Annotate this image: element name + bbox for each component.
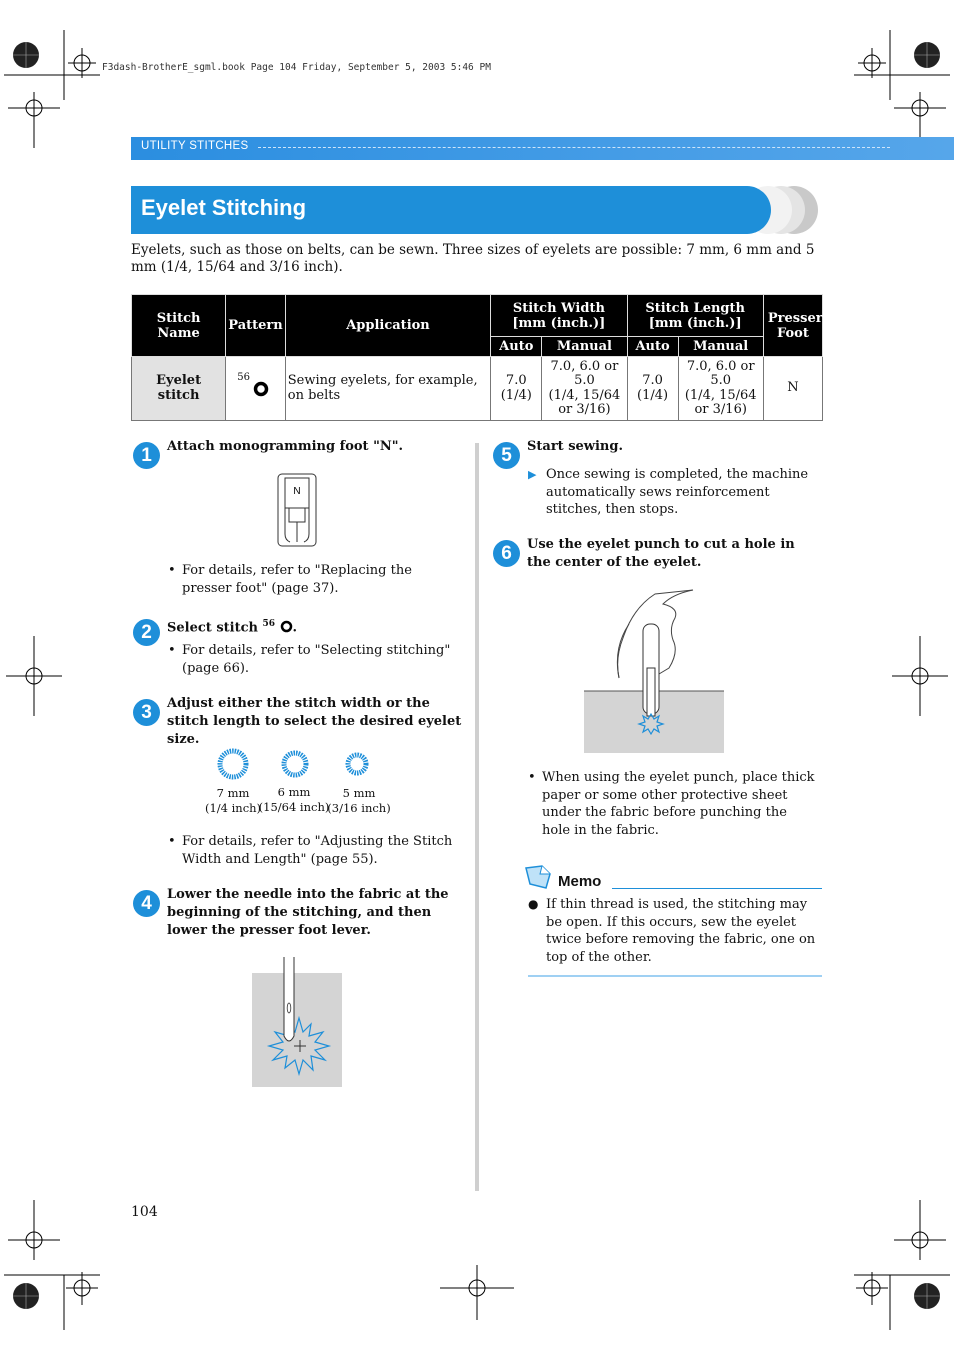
cell-presser-foot: N [763,357,822,421]
cell-width-manual: 7.0, 6.0 or 5.0 (1/4, 15/64 or 3/16) [542,357,627,421]
step-5-note: ▶ Once sewing is completed, the machine automatically sews reinforcement stitches, then stops. [528,467,809,517]
memo-title-rule [612,888,822,889]
column-divider [475,443,479,1191]
step-3-bullet: • For details, refer to "Adjusting the Stitch Width and Length" (page 55). [168,834,453,867]
bullet-marker: • [168,643,176,658]
step-6-bullet: • When using the eyelet punch, place thick paper or some other protective sheet under the fabric before punching the hole in the fabric. [528,770,815,838]
header-width-manual: Manual [542,337,627,357]
eyelet-sizes-illustration [212,745,382,785]
stitch-table [131,294,823,421]
eyelet-punch-illustration [583,588,725,754]
cell-length-auto: 7.0 (1/4) [627,357,678,421]
needle-fabric-illustration [251,956,343,1088]
eyelet-pattern-icon [253,381,269,397]
bullet-marker: • [168,834,176,849]
header-length-auto: Auto [627,337,678,357]
header-stitch-name: Stitch Name [132,295,226,357]
header-stitch-width: Stitch Width [mm (inch.)] [491,295,627,337]
memo-bullet-marker: ● [528,897,539,911]
step-2-title: Select stitch $^{56}$ . [167,619,298,636]
arrow-icon: ▶ [528,468,537,481]
section-divider [258,147,890,148]
header-stitch-length: Stitch Length [mm (inch.)] [627,295,763,337]
eyelet-size-6mm: 6 mm (15/64 inch) [258,785,330,814]
page-number: 104 [131,1204,158,1220]
step-4-number: 4 [133,890,160,917]
step-2-bullet: • For details, refer to "Selecting stitching" (page 66). [168,643,451,676]
step-5-number: 5 [493,442,520,469]
presser-foot-n-illustration [276,472,320,548]
bullet-marker: • [528,770,536,785]
step-6-title: Use the eyelet punch to cut a hole in the center of the eyelet. [527,537,795,570]
step-4-title: Lower the needle into the fabric at the beginning of the stitching, and then lower the presser foot lever. [167,887,449,938]
header-length-manual: Manual [678,337,763,357]
memo-bottom-rule [528,975,822,977]
eyelet-stitch-icon [280,620,293,633]
cell-stitch-name: Eyelet stitch [132,357,226,421]
header-width-auto: Auto [491,337,542,357]
header-application: Application [285,295,490,357]
memo-text: ● If thin thread is used, the stitching may be open. If this occurs, sew the eyelet twice before removing the fabric, one on top of the other. [528,897,816,965]
cell-width-auto: 7.0 (1/4) [491,357,542,421]
section-label: UTILITY STITCHES [141,140,249,152]
step-1-title: Attach monogramming foot "N". [167,439,404,454]
step-5-title: Start sewing. [527,439,623,454]
bullet-marker: • [168,563,176,578]
file-header: F3dash-BrotherE_sgml.book Page 104 Friday, September 5, 2003 5:46 PM [102,62,491,73]
eyelet-size-7mm: 7 mm (1/4 inch) [204,786,262,815]
step-6-number: 6 [493,540,520,567]
cell-length-manual: 7.0, 6.0 or 5.0 (1/4, 15/64 or 3/16) [678,357,763,421]
step-1-bullet: • For details, refer to "Replacing the presser foot" (page 37). [168,563,412,596]
foot-letter: N [293,486,301,497]
step-2-number: 2 [133,619,160,646]
section-bar [131,137,954,160]
memo-icon [524,864,552,892]
header-presser-foot: Presser Foot [763,295,822,357]
step-3-number: 3 [133,699,160,726]
page-title: Eyelet Stitching [141,195,307,220]
intro-paragraph: Eyelets, such as those on belts, can be sewn. Three sizes of eyelets are possible: 7 mm, 6 mm and 5 mm (1/4, 15/64 and 3/16 inch). [131,242,815,275]
cell-pattern: 56 [226,357,286,421]
eyelet-size-5mm: 5 mm (3/16 inch) [327,786,391,815]
memo-label: Memo [558,873,602,890]
step-3-title: Adjust either the stitch width or the stitch length to select the desired eyelet size. [167,696,462,747]
step-1-number: 1 [133,442,160,469]
cell-application: Sewing eyelets, for example, on belts [285,357,490,421]
header-pattern: Pattern [226,295,286,357]
